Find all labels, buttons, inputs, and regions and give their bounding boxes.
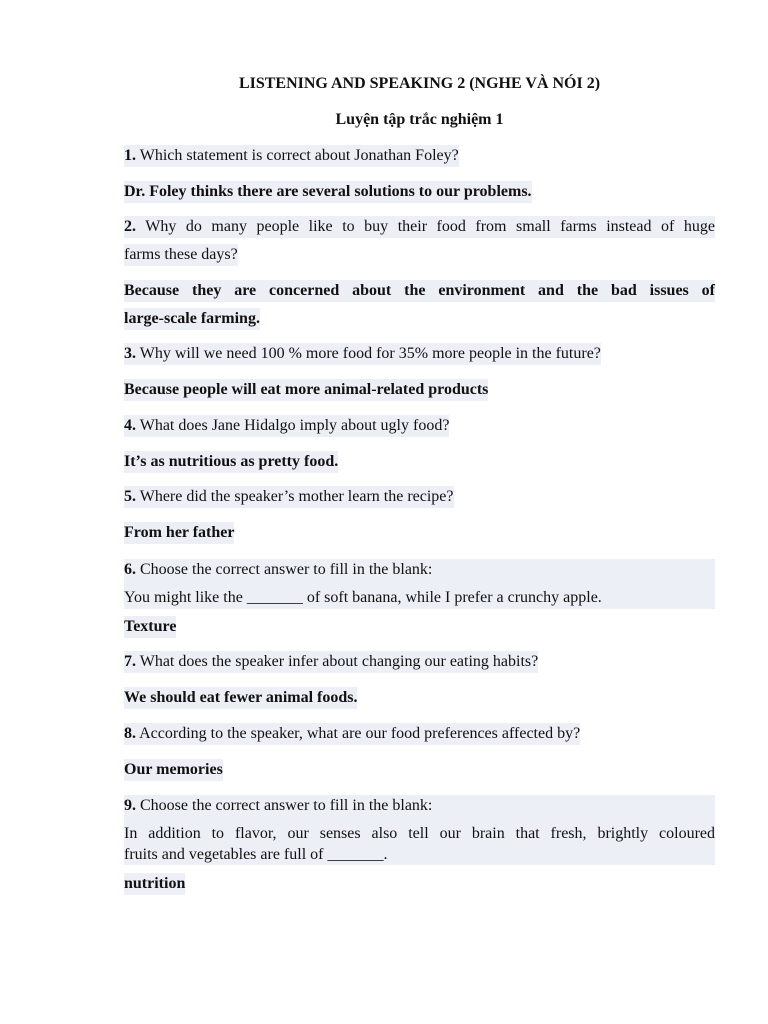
question-text: What does Jane Hidalgo imply about ugly food? bbox=[139, 417, 450, 434]
document-subtitle: Luyện tập trắc nghiệm 1 bbox=[335, 111, 504, 128]
answer-8: Our memories bbox=[124, 759, 223, 781]
answer-4: It’s as nutritious as pretty food. bbox=[124, 451, 338, 473]
question-6 bbox=[124, 559, 715, 581]
question-text: Where did the speaker’s mother learn the recipe? bbox=[139, 488, 454, 505]
question-5 bbox=[124, 486, 454, 508]
question-2-line-1 bbox=[124, 216, 715, 238]
question-number: 4. bbox=[124, 417, 136, 434]
question-3 bbox=[124, 343, 601, 365]
question-text: Which statement is correct about Jonathan Foley? bbox=[139, 147, 459, 164]
question-number: 1. bbox=[124, 147, 136, 164]
question-number: 2. bbox=[124, 218, 136, 235]
question-number: 6. bbox=[124, 561, 136, 578]
question-text: Choose the correct answer to fill in the blank: bbox=[140, 797, 433, 814]
question-number: 8. bbox=[124, 725, 136, 742]
question-text: According to the speaker, what are our food preferences affected by? bbox=[139, 725, 581, 742]
answer-2-line-2: large-scale farming. bbox=[124, 308, 260, 330]
answer-1: Dr. Foley thinks there are several solutions to our problems. bbox=[124, 181, 532, 203]
question-number: 9. bbox=[124, 797, 136, 814]
question-4 bbox=[124, 415, 449, 437]
answer-5: From her father bbox=[124, 522, 234, 544]
question-6-sentence: You might like the _______ of soft banana, while I prefer a crunchy apple. bbox=[124, 589, 602, 606]
answer-9: nutrition bbox=[124, 873, 185, 895]
question-2-line-2: farms these days? bbox=[124, 244, 238, 266]
question-number: 3. bbox=[124, 345, 136, 362]
question-number: 7. bbox=[124, 653, 136, 670]
answer-2-line-1: Because they are concerned about the environment and the bad issues of bbox=[124, 280, 715, 302]
answer-3: Because people will eat more animal-related products bbox=[124, 379, 488, 401]
question-text: Why do many people like to buy their food from small farms instead of huge bbox=[145, 218, 716, 235]
question-9-block bbox=[124, 795, 715, 865]
answer-6: Texture bbox=[124, 616, 176, 638]
question-9-sentence-line-2: fruits and vegetables are full of _______. bbox=[124, 846, 388, 863]
question-9-sentence-line-1: In addition to flavor, our senses also tell our brain that fresh, brightly coloured bbox=[124, 825, 715, 842]
question-8 bbox=[124, 723, 580, 745]
question-9 bbox=[124, 795, 715, 817]
question-7 bbox=[124, 651, 538, 673]
question-number: 5. bbox=[124, 488, 136, 505]
question-text: What does the speaker infer about changing our eating habits? bbox=[139, 653, 539, 670]
question-6-block bbox=[124, 559, 715, 609]
document-title: LISTENING AND SPEAKING 2 (NGHE VÀ NÓI 2) bbox=[238, 75, 601, 92]
question-text: Choose the correct answer to fill in the blank: bbox=[140, 561, 433, 578]
answer-7: We should eat fewer animal foods. bbox=[124, 687, 357, 709]
question-text: Why will we need 100 % more food for 35% more people in the future? bbox=[139, 345, 601, 362]
question-1 bbox=[124, 145, 459, 167]
